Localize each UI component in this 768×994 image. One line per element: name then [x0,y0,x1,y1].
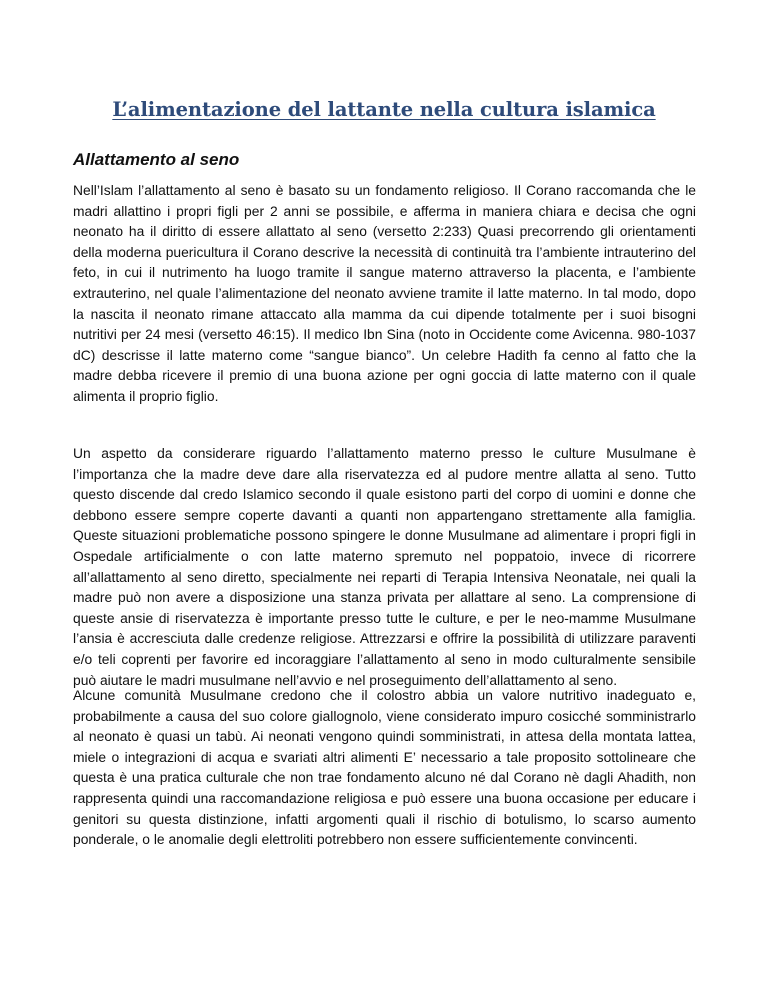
document-title: L’alimentazione del lattante nella cultura islamica [112,98,656,121]
paragraph-3: Alcune comunità Musulmane credono che il colostro abbia un valore nutritivo inadeguato e, probabilmente a causa del suo colore giallognolo, viene considerato impuro cosicché somministrarlo al neonato è quasi un tabù. Ai neonati vengono quindi somministrati, in attesa della montata lattea, miele o integrazioni di acqua e svariati altri alimenti E’ necessario a tale proposito sottolineare che questa è una pratica culturale che non trae fondamento alcuno né dal Corano nè dagli Ahadith, non rappresenta quindi una raccomandazione religiosa e può essere una buona occasione per educare i genitori su questa distinzione, infatti argomenti quali il rischio di botulismo, lo scarso aumento ponderale, o le anomalie degli elettroliti potrebbero non essere sufficientemente convincenti. [73,687,696,848]
paragraph-2: Un aspetto da considerare riguardo l’allattamento materno presso le culture Musulmane è l’importanza che la madre deve dare alla riservatezza ed al pudore mentre allatta al seno. Tutto questo discende dal credo Islamico secondo il quale esistono parti del corpo di uomini e donne che debbono essere sempre coperte davanti a quanti non appartengano strettamente alla famiglia. Queste situazioni problematiche possono spingere le donne Musulmane ad alimentare i propri figli in Ospedale artificialmente o con latte materno spremuto nel poppatoio, invece di ricorrere all’allattamento al seno diretto, specialmente nei reparti di Terapia Intensiva Neonatale, nei quali la madre può non avere a disposizione una stanza privata per allattare al seno. La comprensione di queste ansie di riservatezza è importante presso tutte le culture, e per le neo-mamme Musulmane l’ansia è accresciuta dalle credenze religiose. Attrezzarsi e offrire la possibilità di utilizzare paraventi e/o teli coprenti per favorire ed incoraggiare l’allattamento al seno in modo culturalmente sensibile può aiutare le madri musulmane nell’avvio e nel proseguimento dell’allattamento al seno. [73,445,696,688]
paragraph-1: Nell’Islam l’allattamento al seno è basato su un fondamento religioso. Il Corano raccomanda che le madri allattino i propri figli per 2 anni se possibile, e afferma in maniera chiara e decisa che ogni neonato ha il diritto di essere allattato al seno (versetto 2:233) Quasi precorrendo gli orientamenti della moderna puericultura il Corano descrive la necessità di continuità tra l’ambiente intrauterino del feto, in cui il nutrimento ha luogo tramite il sangue materno attraverso la placenta, e l’ambiente extrauterino, nel quale l’alimentazione del neonato avviene tramite il latte materno. In tal modo, dopo la nascita il neonato rimane attaccato alla mamma da cui dipende totalmente per i suoi bisogni nutritivi per 24 mesi (versetto 46:15). Il medico Ibn Sina (noto in Occidente come Avicenna. 980-1037 dC) descrisse il latte materno come “sangue bianco”. Un celebre Hadith fa cenno al fatto che la madre debba ricevere il premio di una buona azione per ogni goccia di latte materno con il quale alimenta il proprio figlio. [73,182,696,404]
section-heading: Allattamento al seno [73,150,240,169]
